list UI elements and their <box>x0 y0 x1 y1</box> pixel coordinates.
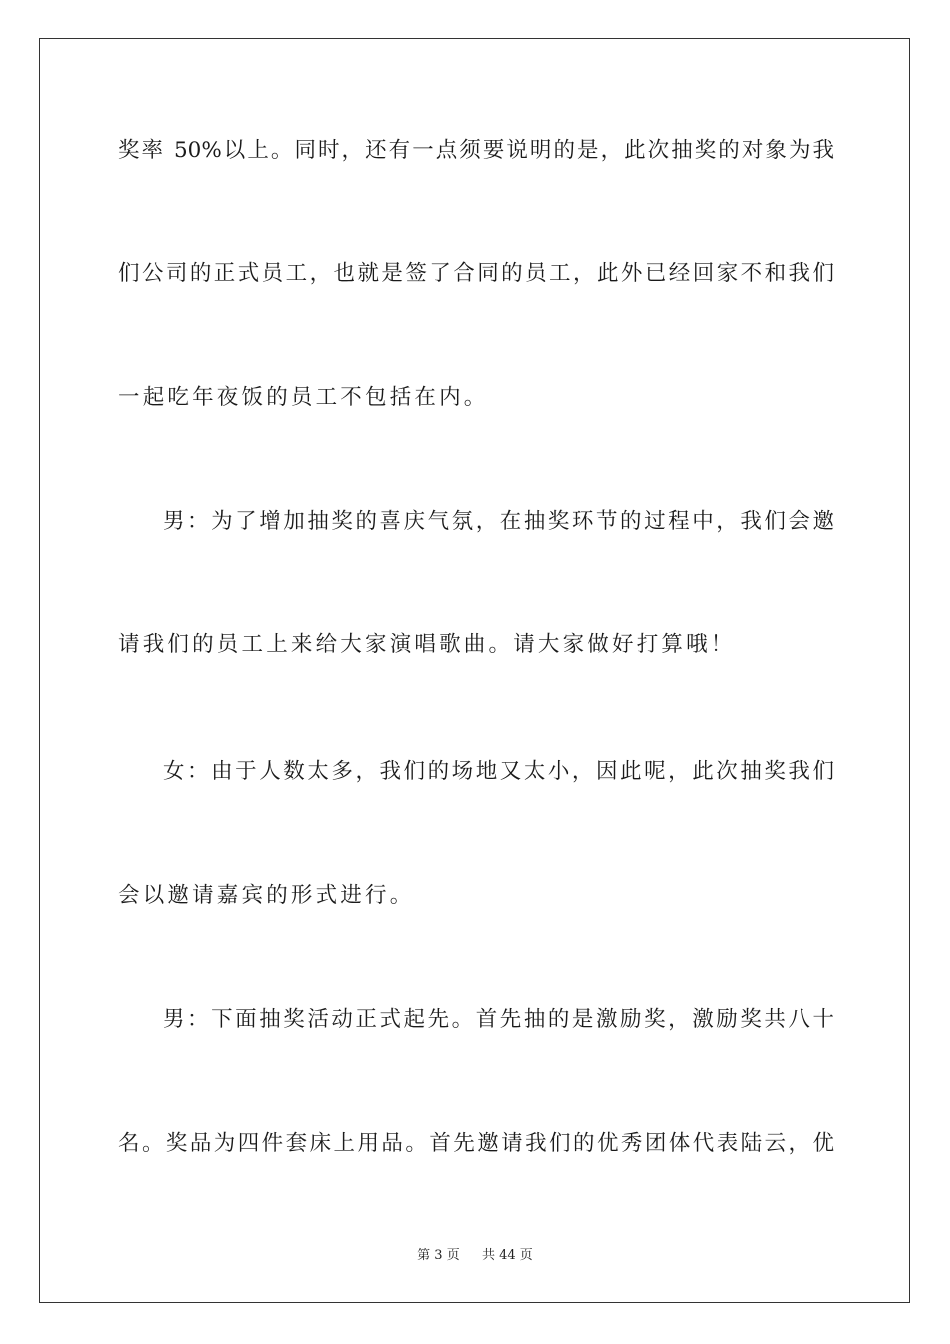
text-line-1: 奖率 50%以上。同时，还有一点须要说明的是，此次抽奖的对象为我 <box>118 138 834 163</box>
text-line-9: 名。奖品为四件套床上用品。首先邀请我们的优秀团体代表陆云，优 <box>118 1131 834 1156</box>
text-line-5: 请我们的员工上来给大家演唱歌曲。请大家做好打算哦！ <box>118 632 736 657</box>
text-line-4: 男：为了增加抽奖的喜庆气氛，在抽奖环节的过程中，我们会邀 <box>163 509 834 534</box>
text-line-6: 女：由于人数太多，我们的场地又太小，因此呢，此次抽奖我们 <box>163 759 834 784</box>
page-frame <box>39 38 910 1303</box>
page-total: 共 44 页 <box>482 1248 533 1263</box>
text-line-7: 会以邀请嘉宾的形式进行。 <box>118 883 415 908</box>
text-line-3: 一起吃年夜饭的员工不包括在内。 <box>118 385 489 410</box>
text-line-2: 们公司的正式员工，也就是签了合同的员工，此外已经回家不和我们 <box>118 261 834 286</box>
page-number: 第 3 页 <box>417 1248 460 1263</box>
text-line-8: 男：下面抽奖活动正式起先。首先抽的是激励奖，激励奖共八十 <box>163 1007 834 1032</box>
page-footer <box>0 1247 950 1265</box>
